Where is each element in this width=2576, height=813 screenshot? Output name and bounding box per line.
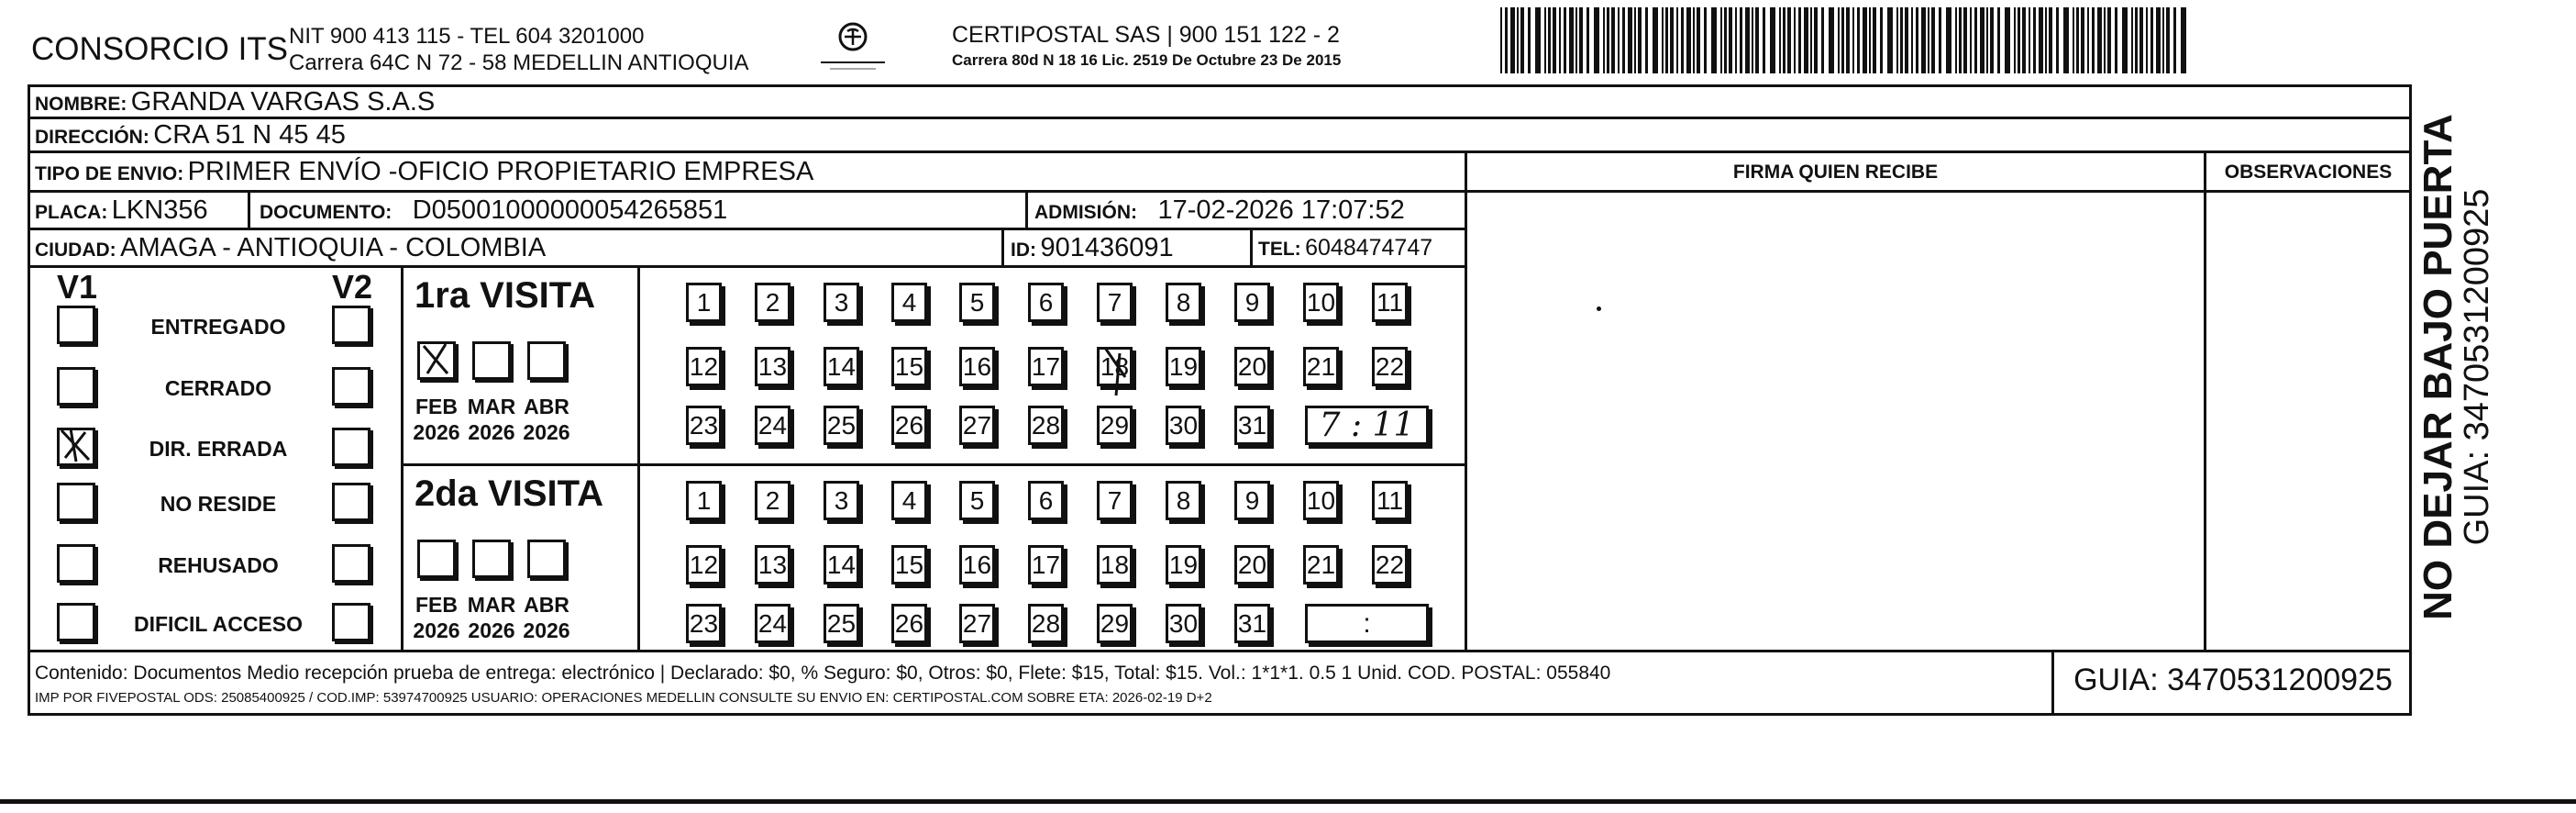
day-box[interactable] <box>1097 347 1133 386</box>
v2-checkbox[interactable] <box>332 483 370 521</box>
v1-checkbox[interactable] <box>57 544 95 583</box>
footer-guia: GUIA: 3470531200925 <box>2073 663 2393 697</box>
v2-checkbox[interactable] <box>332 306 370 344</box>
v1-checkbox[interactable] <box>57 428 95 466</box>
status-label: DIFICIL ACCESO <box>133 612 303 636</box>
day-box[interactable]: 3 <box>824 481 859 520</box>
footer-content-line: Contenido: Documentos Medio recepción prueba de entrega: electrónico | Declarado: $0, % Seguro: $0, Otros: $0, Flete: $15, Total: $15. Vol.: 1*1*1. 0.5 1 Unid. COD. POSTAL: 055840 <box>35 663 1611 684</box>
day-box[interactable]: 30 <box>1166 406 1201 445</box>
side-guia: GUIA: 3470531200925 <box>2458 188 2496 546</box>
footer-print-line: IMP POR FIVEPOSTAL ODS: 25085400925 / COD.IMP: 53974700925 USUARIO: OPERACIONES MEDELLIN CONSULTE SU ENVIO EN: CERTIPOSTAL.COM SOBRE ETA: 2026-02-19 D+2 <box>35 690 1212 706</box>
month-label <box>519 394 574 445</box>
day-box[interactable]: 5 <box>959 283 995 322</box>
nombre-label: NOMBRE: <box>35 94 127 115</box>
day-box[interactable]: 30 <box>1166 604 1201 643</box>
status-label: NO RESIDE <box>160 492 277 516</box>
no-dejar-bajo-puerta: NO DEJAR BAJO PUERTA <box>2416 114 2460 620</box>
documento-label: DOCUMENTO: <box>260 202 392 223</box>
day-box[interactable]: 4 <box>891 481 927 520</box>
ciudad-label: CIUDAD: <box>35 239 116 261</box>
documento-value: D05001000000054265851 <box>412 195 728 225</box>
v1-checkbox[interactable] <box>57 603 95 641</box>
visit-title: 1ra VISITA <box>415 275 596 316</box>
day-box[interactable]: 20 <box>1234 545 1270 585</box>
day-box[interactable]: 14 <box>824 545 859 585</box>
month-year: 2026 <box>413 618 460 642</box>
id-value: 901436091 <box>1040 233 1174 262</box>
day-box[interactable]: 13 <box>755 347 790 386</box>
v2-checkbox[interactable] <box>332 428 370 466</box>
month-label <box>519 592 574 643</box>
day-number: 18 <box>1100 351 1130 381</box>
month-year: 2026 <box>468 420 515 444</box>
day-box[interactable]: 20 <box>1234 347 1270 386</box>
day-box[interactable]: 15 <box>891 545 927 585</box>
day-box[interactable]: 26 <box>891 604 927 643</box>
day-box[interactable]: 25 <box>824 604 859 643</box>
side-vertical-text <box>2416 110 2496 624</box>
signature-mark <box>1597 306 1601 311</box>
day-box[interactable]: 11 <box>1372 283 1408 322</box>
certipostal-logo <box>812 20 894 73</box>
month-name: MAR <box>467 593 516 617</box>
admision-label: ADMISIÓN: <box>1034 202 1137 223</box>
tipo-envio-label: TIPO DE ENVIO: <box>35 163 184 184</box>
day-box[interactable]: 9 <box>1234 481 1270 520</box>
company-name: CONSORCIO ITS <box>31 31 289 67</box>
month-year: 2026 <box>523 618 570 642</box>
observaciones-header: OBSERVACIONES <box>2224 161 2393 183</box>
day-box[interactable]: 9 <box>1234 283 1270 322</box>
day-box[interactable]: 29 <box>1097 406 1133 445</box>
status-label: DIR. ERRADA <box>149 437 288 461</box>
day-box[interactable]: 13 <box>755 545 790 585</box>
day-box[interactable]: 2 <box>755 283 790 322</box>
day-box[interactable]: 10 <box>1303 481 1339 520</box>
day-box[interactable]: 11 <box>1372 481 1408 520</box>
tipo-envio-field <box>35 157 813 187</box>
visit-time-field[interactable]: : <box>1305 604 1429 643</box>
admision-value: 17-02-2026 17:07:52 <box>1157 195 1405 225</box>
month-name: ABR <box>524 395 569 418</box>
month-checkbox[interactable] <box>527 540 566 578</box>
day-box[interactable]: 25 <box>824 406 859 445</box>
month-name: FEB <box>415 395 458 418</box>
documento-field <box>260 195 727 226</box>
direccion-field <box>35 120 346 150</box>
day-box[interactable]: 23 <box>686 604 722 643</box>
status-label: REHUSADO <box>158 553 279 577</box>
visit-time-field[interactable]: 7 : 11 <box>1305 406 1429 445</box>
v1-header: V1 <box>57 268 98 306</box>
day-box[interactable]: 8 <box>1166 283 1201 322</box>
day-box[interactable]: 23 <box>686 406 722 445</box>
v1-checkbox[interactable] <box>57 483 95 521</box>
day-box[interactable]: 7 <box>1097 283 1133 322</box>
tel-label: TEL: <box>1258 239 1301 260</box>
v2-header: V2 <box>332 268 373 306</box>
ciudad-value: AMAGA - ANTIOQUIA - COLOMBIA <box>120 233 547 262</box>
v2-checkbox[interactable] <box>332 544 370 583</box>
courier-info-line2: Carrera 80d N 18 16 Lic. 2519 De Octubre 23 De 2015 <box>952 51 1342 69</box>
id-label: ID: <box>1011 239 1036 261</box>
tipo-envio-value: PRIMER ENVÍO -OFICIO PROPIETARIO EMPRESA <box>187 157 814 186</box>
month-year: 2026 <box>413 420 460 444</box>
day-box[interactable]: 8 <box>1166 481 1201 520</box>
page-bottom-edge <box>0 799 2576 804</box>
status-label: CERRADO <box>164 376 272 400</box>
nombre-value: GRANDA VARGAS S.A.S <box>130 87 436 117</box>
placa-value: LKN356 <box>111 195 208 225</box>
month-checkbox[interactable] <box>417 341 456 380</box>
day-box[interactable]: 16 <box>959 347 995 386</box>
day-box[interactable]: 14 <box>824 347 859 386</box>
firma-header: FIRMA QUIEN RECIBE <box>1732 161 1939 183</box>
month-label <box>409 592 464 643</box>
nombre-field <box>35 87 435 117</box>
barcode <box>1500 7 2190 73</box>
courier-info-line1: CERTIPOSTAL SAS | 900 151 122 - 2 <box>952 22 1340 48</box>
admision-field <box>1034 195 1405 226</box>
day-box[interactable]: 16 <box>959 545 995 585</box>
status-label: ENTREGADO <box>150 315 286 339</box>
v1-checkbox[interactable] <box>57 367 95 406</box>
company-nit: NIT 900 413 115 - TEL 604 3201000 <box>289 24 645 49</box>
day-box[interactable]: 24 <box>755 604 790 643</box>
month-checkbox[interactable] <box>472 341 511 380</box>
direccion-value: CRA 51 N 45 45 <box>153 120 346 150</box>
month-name: MAR <box>467 395 516 418</box>
placa-field <box>35 195 208 226</box>
day-box[interactable]: 19 <box>1166 545 1201 585</box>
day-box[interactable]: 26 <box>891 406 927 445</box>
day-box[interactable]: 28 <box>1028 406 1064 445</box>
day-box[interactable]: 28 <box>1028 604 1064 643</box>
month-year: 2026 <box>523 420 570 444</box>
day-box[interactable]: 17 <box>1028 347 1064 386</box>
v1-checkbox[interactable] <box>57 306 95 344</box>
day-box[interactable]: 6 <box>1028 283 1064 322</box>
day-box[interactable]: 12 <box>686 347 722 386</box>
month-label <box>464 592 519 643</box>
day-box[interactable]: 12 <box>686 545 722 585</box>
day-box[interactable]: 19 <box>1166 347 1201 386</box>
id-field <box>1011 233 1174 263</box>
day-box[interactable]: 22 <box>1372 545 1408 585</box>
day-box[interactable]: 1 <box>686 481 722 520</box>
day-box[interactable]: 17 <box>1028 545 1064 585</box>
day-box[interactable]: 21 <box>1303 347 1339 386</box>
v2-checkbox[interactable] <box>332 367 370 406</box>
day-box[interactable]: 22 <box>1372 347 1408 386</box>
month-label <box>464 394 519 445</box>
direccion-label: DIRECCIÓN: <box>35 127 149 148</box>
ciudad-field <box>35 233 546 263</box>
month-year: 2026 <box>468 618 515 642</box>
day-box[interactable]: 27 <box>959 604 995 643</box>
month-checkbox[interactable] <box>472 540 511 578</box>
day-box[interactable]: 6 <box>1028 481 1064 520</box>
day-box[interactable]: 15 <box>891 347 927 386</box>
tel-field <box>1258 235 1432 262</box>
month-name: ABR <box>524 593 569 617</box>
day-box[interactable]: 18 <box>1097 545 1133 585</box>
placa-label: PLACA: <box>35 202 108 223</box>
day-box[interactable]: 5 <box>959 481 995 520</box>
day-box[interactable]: 24 <box>755 406 790 445</box>
day-box[interactable]: 31 <box>1234 604 1270 643</box>
day-box[interactable]: 4 <box>891 283 927 322</box>
visit-title: 2da VISITA <box>415 473 603 514</box>
tel-value: 6048474747 <box>1305 235 1433 261</box>
company-address: Carrera 64C N 72 - 58 MEDELLIN ANTIOQUIA <box>289 50 749 75</box>
month-name: FEB <box>415 593 458 617</box>
month-checkbox[interactable] <box>417 540 456 578</box>
v2-checkbox[interactable] <box>332 603 370 641</box>
day-box[interactable]: 3 <box>824 283 859 322</box>
month-checkbox[interactable] <box>527 341 566 380</box>
month-label <box>409 394 464 445</box>
day-box[interactable]: 10 <box>1303 283 1339 322</box>
day-box[interactable]: 7 <box>1097 481 1133 520</box>
day-box[interactable]: 27 <box>959 406 995 445</box>
day-box[interactable]: 2 <box>755 481 790 520</box>
day-box[interactable]: 29 <box>1097 604 1133 643</box>
day-box[interactable]: 1 <box>686 283 722 322</box>
day-box[interactable]: 21 <box>1303 545 1339 585</box>
day-box[interactable]: 31 <box>1234 406 1270 445</box>
